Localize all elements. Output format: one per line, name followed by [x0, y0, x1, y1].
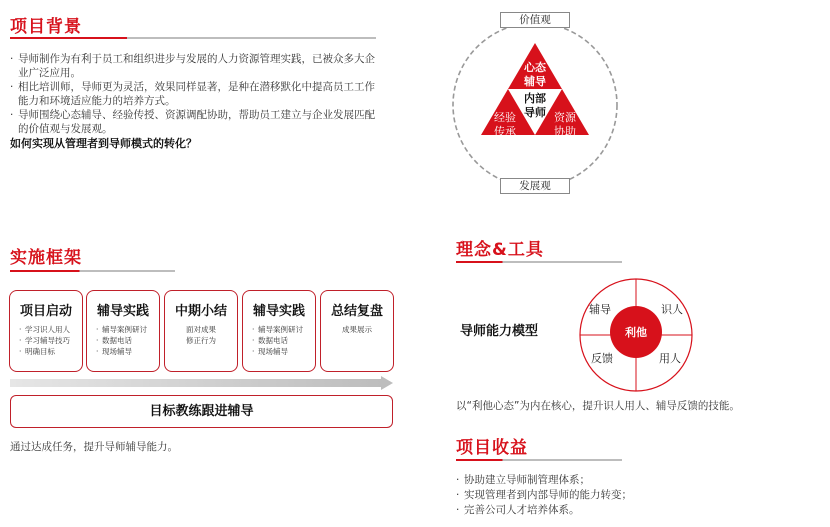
stage-card-review	[320, 290, 394, 372]
stage-card-midterm	[164, 290, 238, 372]
stage-items	[165, 324, 237, 346]
timeline-arrow-head	[381, 376, 393, 390]
stage-items	[87, 324, 159, 357]
triangle-center-line2: 导师	[524, 106, 546, 119]
background-bullet: · 导师围绕心态辅导、经验传授、资源调配协助，帮助员工建立与企业发展匹配的价值观与发展观。	[10, 108, 376, 136]
quadrant-coaching: 辅导	[589, 303, 611, 316]
framework-title-underline	[10, 270, 175, 272]
stage-items	[10, 324, 82, 357]
background-title: 项目背景	[10, 17, 82, 37]
triangle-left-line2: 传承	[494, 125, 516, 138]
stage-title: 辅导实践	[96, 304, 149, 319]
coach-follow-up-box: 目标教练跟进辅导	[10, 395, 393, 428]
stage-items	[321, 324, 393, 335]
benefit-item: · 完善公司人才培养体系。	[456, 503, 756, 518]
capability-model-diagram	[573, 275, 699, 395]
stage-card-kickoff	[9, 290, 83, 372]
mentor-triangle-diagram	[448, 10, 628, 196]
stage-item: · 现场辅导	[96, 346, 159, 357]
stage-title: 总结复盘	[330, 304, 383, 319]
stage-item: · 明确目标	[19, 346, 82, 357]
values-label: 价值观	[500, 12, 570, 28]
background-text	[10, 52, 376, 151]
stage-card-practice-2	[242, 290, 316, 372]
benefit-item: · 实现管理者到内部导师的能力转变；	[456, 488, 756, 503]
concept-description: 以“利他心态”为内在核心，提升识人用人、辅导反馈的技能。	[456, 400, 740, 412]
background-question: 如何实现从管理者到导师模式的转化？	[10, 137, 197, 150]
development-label: 发展观	[500, 178, 570, 194]
timeline-arrow-bar	[10, 379, 382, 387]
stage-item: 成果展示	[342, 325, 372, 334]
triangle-left-line1: 经验	[494, 111, 516, 124]
concept-title: 理念&工具	[456, 240, 544, 260]
stage-item: · 数据电话	[96, 335, 159, 346]
capability-core-label: 利他	[625, 326, 647, 339]
quadrant-judging-people: 识人	[661, 303, 683, 316]
stage-item: · 辅导案例研讨	[96, 324, 159, 335]
background-bullet: · 相比培训师，导师更为灵活，效果同样显著，是种在潜移默化中提高员工工作能力和环境适应能力的培养方式。	[10, 80, 376, 108]
stage-item: · 学习识人用人	[19, 324, 82, 335]
stage-title: 辅导实践	[252, 304, 305, 319]
triangle-top-line1: 心态	[524, 61, 546, 74]
framework-title: 实施框架	[10, 248, 82, 268]
stage-item: 修正行为	[186, 336, 216, 345]
triangle-right-line1: 资源	[554, 111, 576, 124]
stage-card-practice-1	[86, 290, 160, 372]
benefit-item: · 协助建立导师制管理体系；	[456, 473, 756, 488]
stage-item: · 辅导案例研讨	[252, 324, 315, 335]
mentor-triangle-graphic	[448, 10, 628, 196]
stage-item: · 学习辅导技巧	[19, 335, 82, 346]
concept-title-underline	[456, 261, 622, 263]
stage-items	[243, 324, 315, 357]
capability-model-graphic	[573, 275, 699, 395]
quadrant-using-people: 用人	[659, 352, 681, 365]
triangle-right-line2: 协助	[554, 125, 576, 138]
background-bullet: · 导师制作为有利于员工和组织进步与发展的人力资源管理实践，已被众多大企业广泛应用。	[10, 52, 376, 80]
stage-title: 中期小结	[174, 304, 227, 319]
capability-model-label: 导师能力模型	[460, 324, 539, 339]
framework-note: 通过达成任务，提升导师辅导能力。	[10, 441, 178, 453]
triangle-top-line2: 辅导	[524, 75, 546, 88]
triangle-center-line1: 内部	[524, 92, 546, 105]
benefits-title: 项目收益	[456, 438, 528, 458]
benefits-list	[456, 473, 756, 518]
stage-title: 项目启动	[19, 304, 72, 319]
background-title-underline	[10, 37, 376, 39]
stage-item: · 数据电话	[252, 335, 315, 346]
stage-item: · 现场辅导	[252, 346, 315, 357]
quadrant-feedback: 反馈	[591, 352, 613, 365]
benefits-title-underline	[456, 459, 622, 461]
stage-item: 面对成果	[186, 325, 216, 334]
